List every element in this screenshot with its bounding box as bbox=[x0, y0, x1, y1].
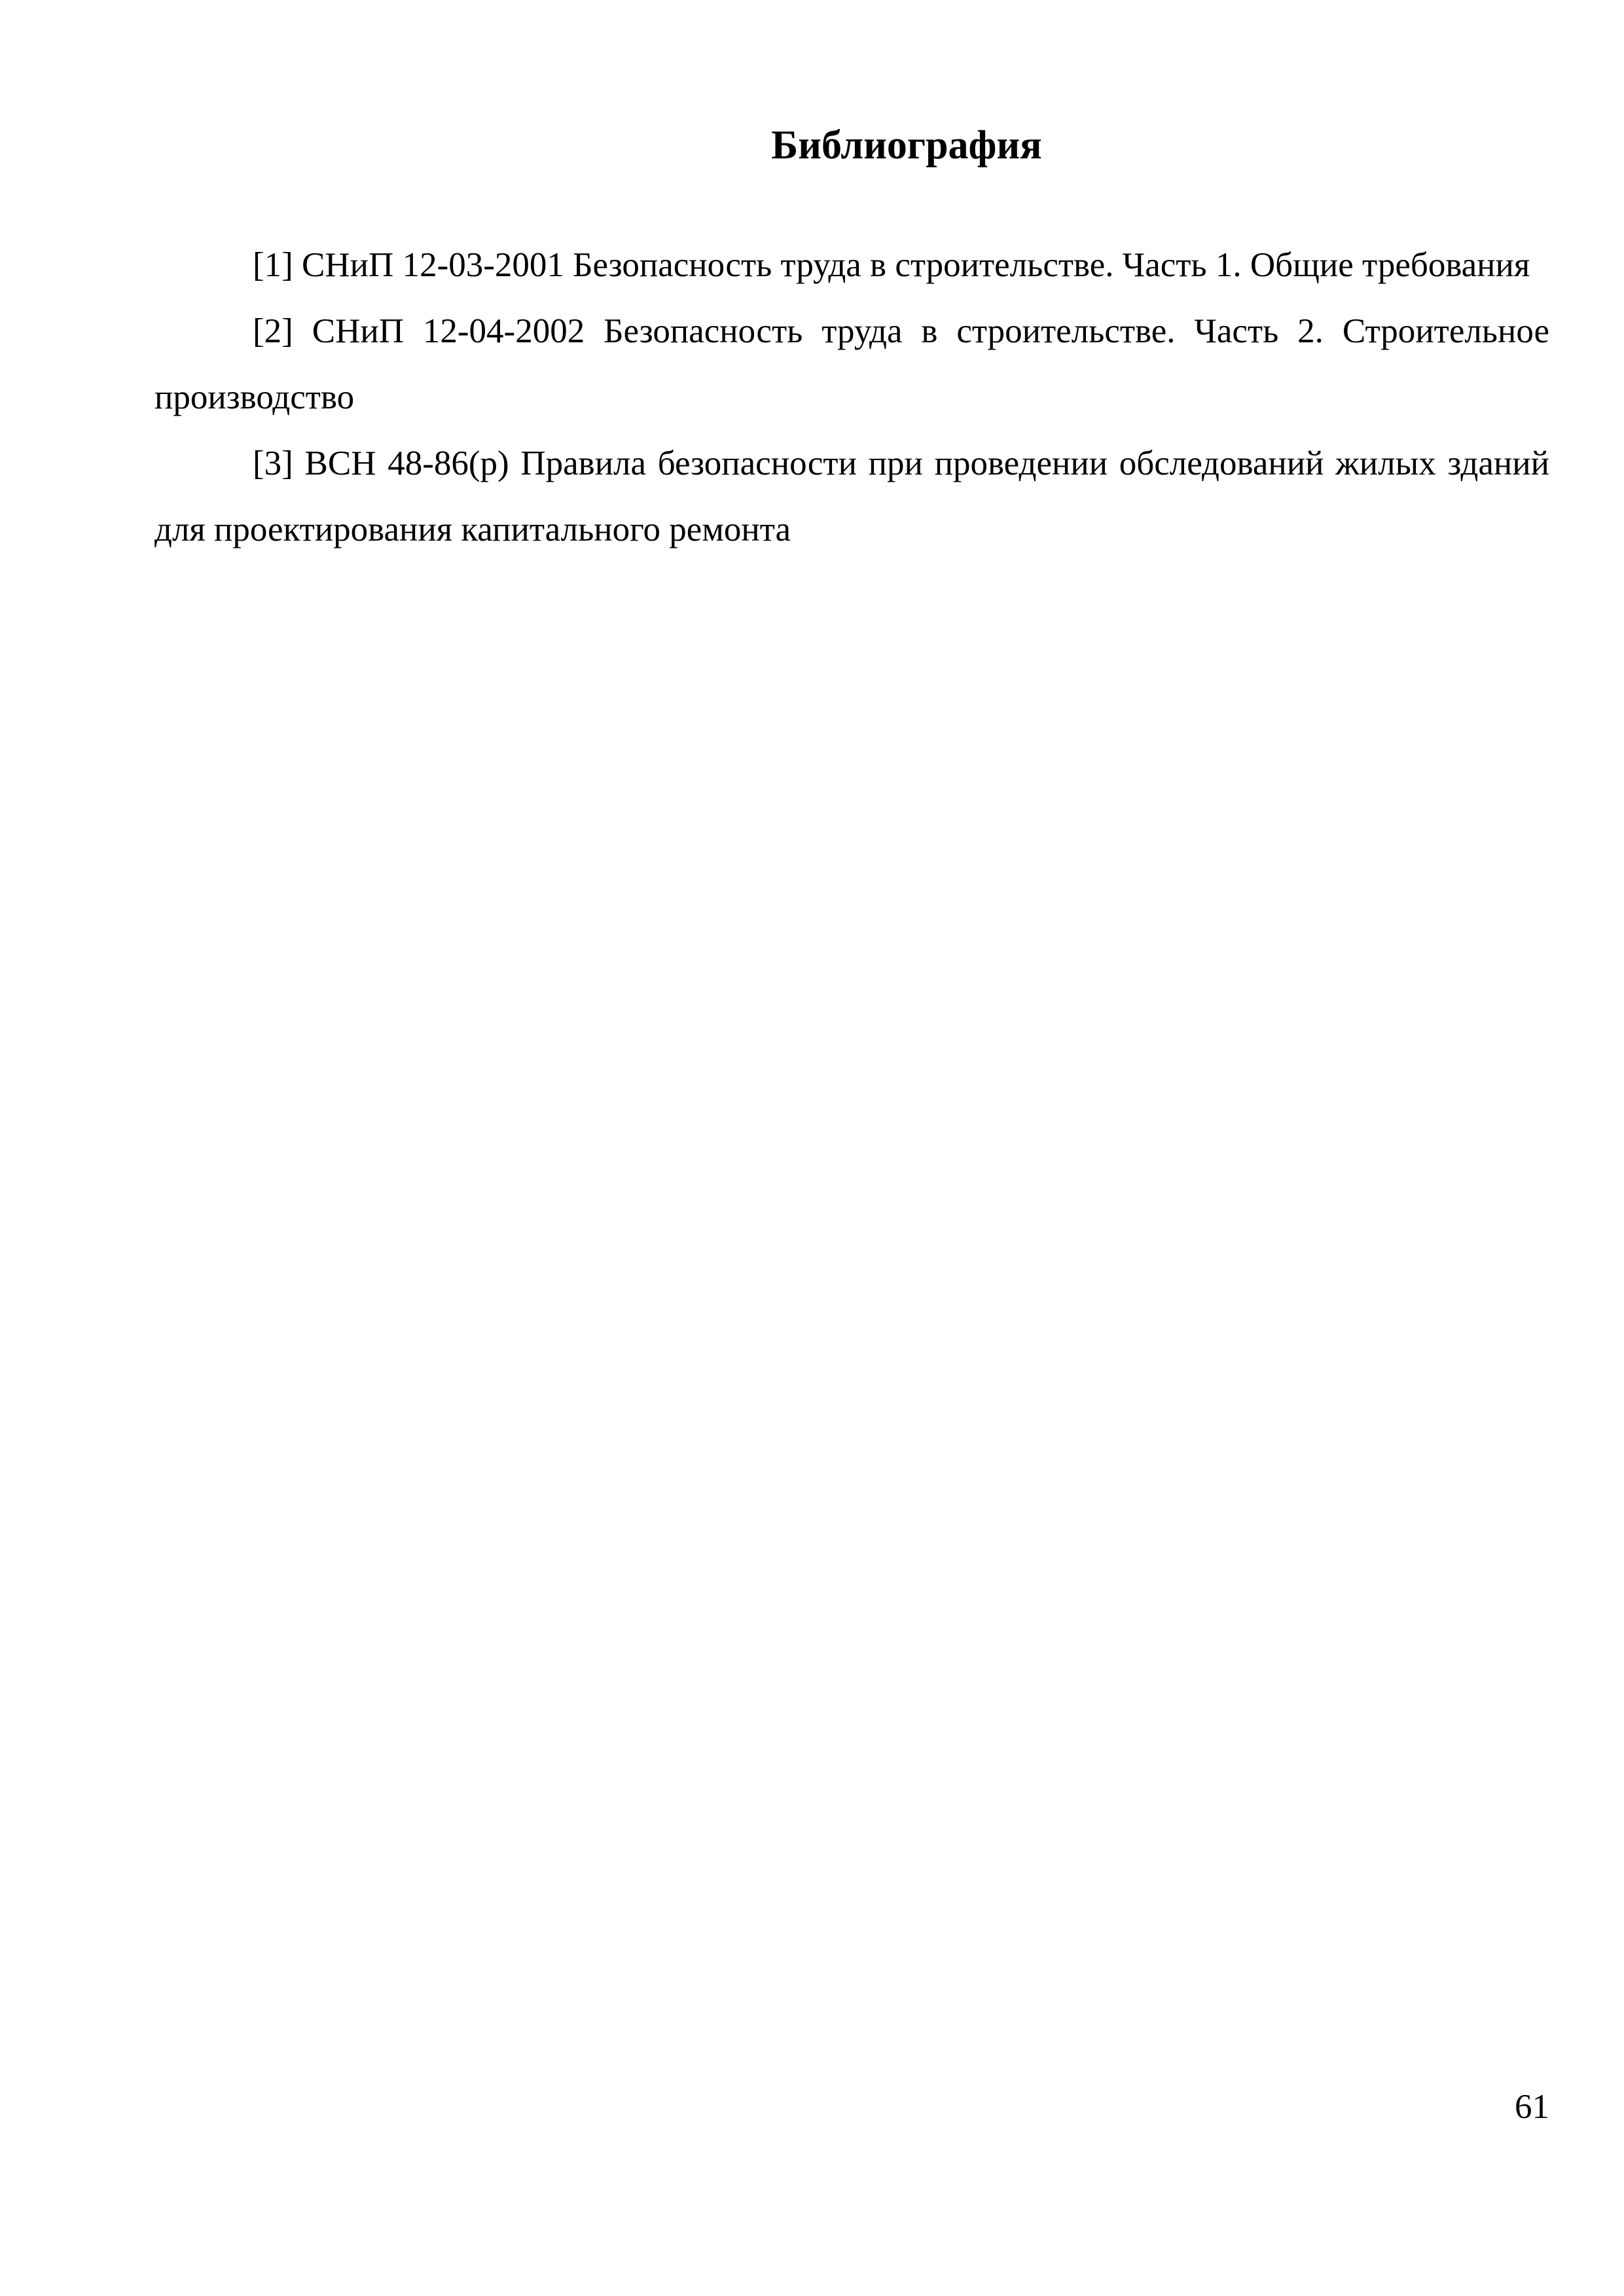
bibliography-list bbox=[154, 232, 1549, 563]
page-number: 61 bbox=[1515, 2088, 1549, 2126]
bibliography-entry-2: [2] СНиП 12-04-2002 Безопасность труда в строительстве. Часть 2. Строительное производство bbox=[154, 312, 1549, 416]
bibliography-entry-3: [3] ВСН 48-86(р) Правила безопасности при проведении обследований жилых зданий для проектирования капитального ремонта bbox=[154, 444, 1549, 548]
bibliography-entry-1: [1] СНиП 12-03-2001 Безопасность труда в строительстве. Часть 1. Общие требования bbox=[253, 246, 1530, 284]
page-title: Библиография bbox=[771, 123, 1042, 168]
